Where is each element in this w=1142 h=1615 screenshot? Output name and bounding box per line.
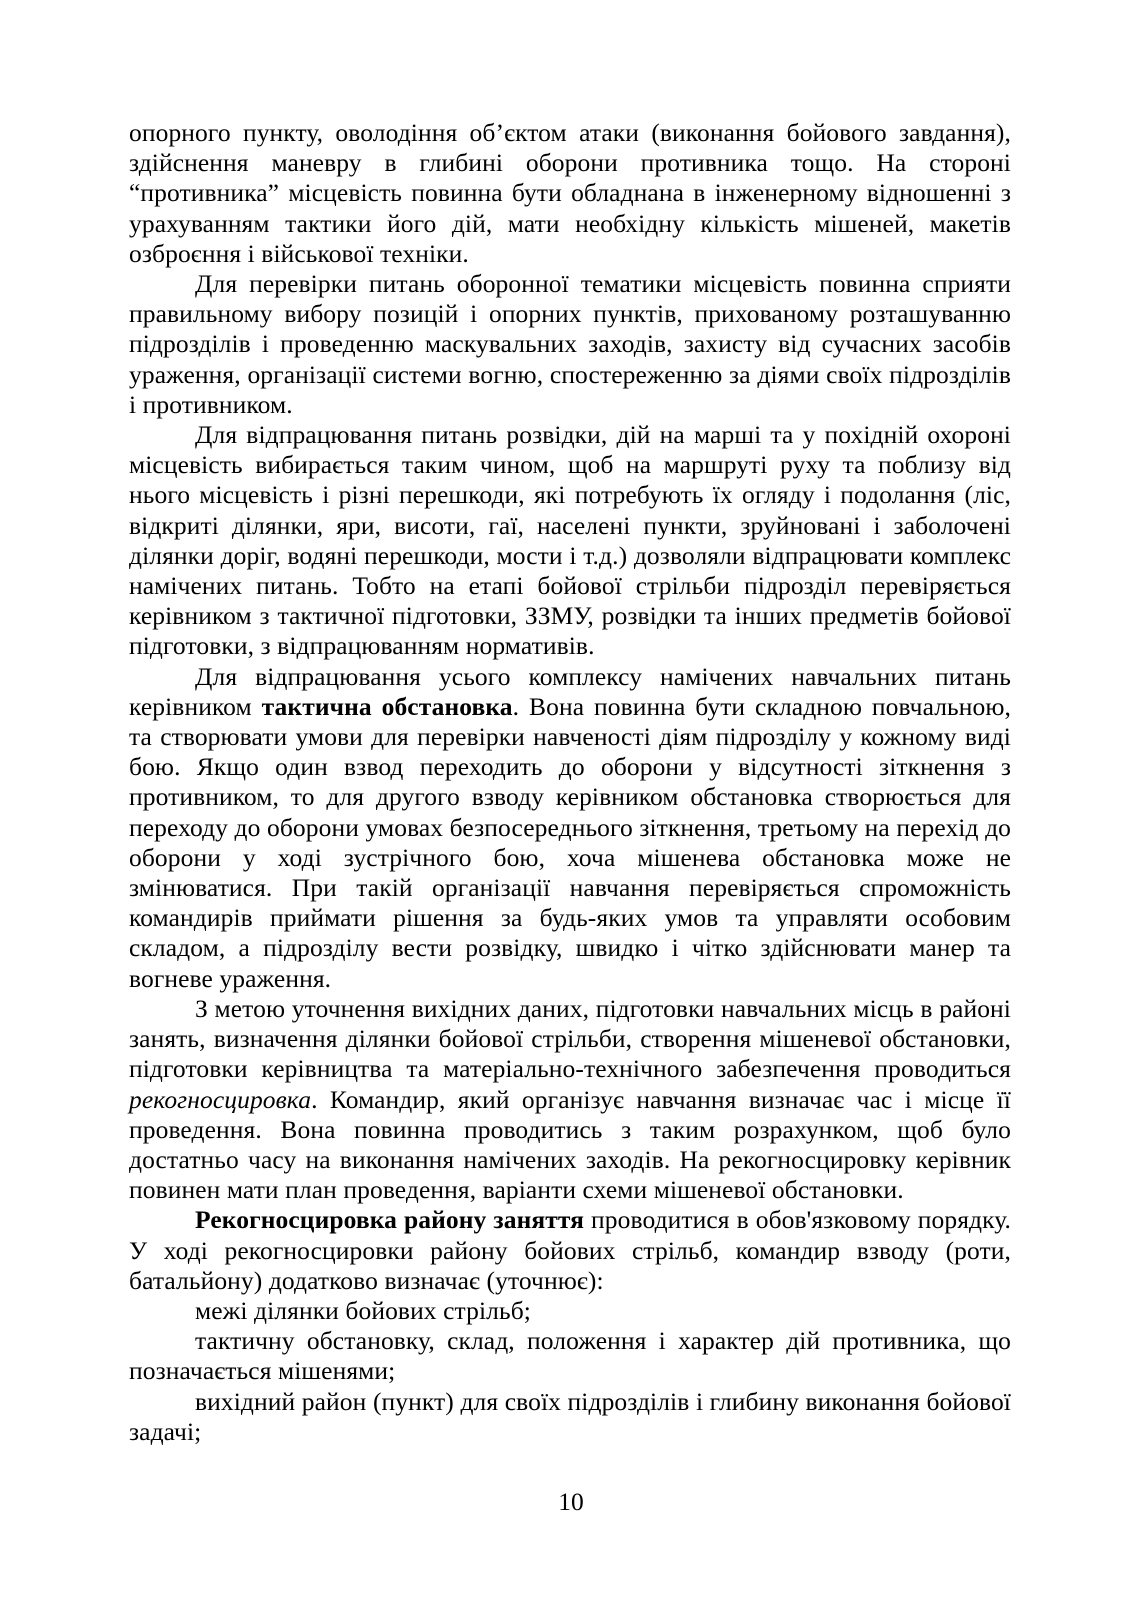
page-number: 10 (558, 1487, 584, 1516)
paragraph (129, 420, 1011, 662)
bold-run: Рекогносцировка району заняття (195, 1205, 585, 1235)
bold-run: тактична обстановка (261, 691, 513, 721)
text-run: . Вона повинна бути складною повчальною, та створювати умови для перевірки навченості діям підрозділу у кожному виді бою. Якщо один взвод переходить до оборони у відсутності зіткнення з противником, то для другого взводу керівником обстановка створюється для переходу до оборони умовах безпосереднього зіткнення, третьому на перехід до оборони у ході зустрічного бою, хоча мішенева обстановка може не змінюватися. При такій організації навчання перевіряється спроможність командирів приймати рішення за будь-яких умов та управляти особовим складом, а підрозділу вести розвідку, швидко і чітко здійснювати манер та вогневе ураження. (129, 691, 1011, 993)
paragraph (129, 1205, 1011, 1296)
text-run: . Командир, який організує навчання визначає час і місце її проведення. Вона повинна проводитись з таким розрахунком, щоб було достатньо часу на виконання намічених заходів. На рекогносцировку керівник повинен мати план проведення, варіанти схеми мішеневої обстановки. (129, 1084, 1011, 1205)
paragraph (129, 994, 1011, 1205)
text-run: Для перевірки питань оборонної тематики місцевість повинна сприяти правильному вибору позицій і опорних пунктів, прихованому розташуванню підрозділів і проведенню маскувальних заходів, захисту від сучасних засобів ураження, організації системи вогню, спостереженню за діями своїх підрозділів і противником. (129, 269, 1011, 419)
text-run: межі ділянки бойових стрільб; (195, 1295, 531, 1325)
paragraph (129, 1296, 1011, 1326)
paragraph (129, 662, 1011, 994)
text-run: З метою уточнення вихідних даних, підготовки навчальних місць в районі занять, визначення ділянки бойової стрільби, створення мішеневої обстановки, підготовки керівництва та матеріально-технічного забезпечення проводиться (129, 993, 1011, 1084)
paragraph (129, 1326, 1011, 1386)
text-run: Для відпрацювання усього комплексу намічених навчальних питань керівником (129, 661, 1011, 721)
paragraph (129, 118, 1011, 269)
text-run: тактичну обстановку, склад, положення і характер дій противника, що позначається мішенями; (129, 1326, 1011, 1386)
page-body-text (129, 118, 1011, 1447)
text-run: проводитися в обов'язковому порядку. У ході рекогносцировки району бойових стрільб, командир взводу (роти, батальйону) додатково визначає (уточнює): (129, 1205, 1012, 1295)
text-run: опорного пункту, оволодіння об’єктом атаки (виконання бойового завдання), здійснення маневру в глибині оборони противника тощо. На стороні “противника” місцевість повинна бути обладнана в інженерному відношенні з урахуванням тактики його дій, мати необхідну кількість мішеней, макетів озброєння і військової техніки. (129, 118, 1011, 268)
paragraph (129, 1387, 1011, 1447)
text-run: Для відпрацювання питань розвідки, дій на марші та у похідній охороні місцевість вибирається таким чином, щоб на маршруті руху та поблизу від нього місцевість і різні перешкоди, які потребують їх огляду і подолання (ліс, відкриті ділянки, яри, висоти, гаї, населені пункти, зруйновані і заболочені ділянки доріг, водяні перешкоди, мости і т.д.) дозволяли відпрацювати комплекс намічених питань. Тобто на етапі бойової стрільби підрозділ перевіряється керівником з тактичної підготовки, ЗЗМУ, розвідки та інших предметів бойової підготовки, з відпрацюванням нормативів. (129, 420, 1011, 661)
text-run: вихідний район (пункт) для своїх підрозділів і глибину виконання бойової задачі; (129, 1386, 1011, 1446)
italic-run: рекогносцировка (129, 1084, 312, 1114)
paragraph (129, 269, 1011, 420)
